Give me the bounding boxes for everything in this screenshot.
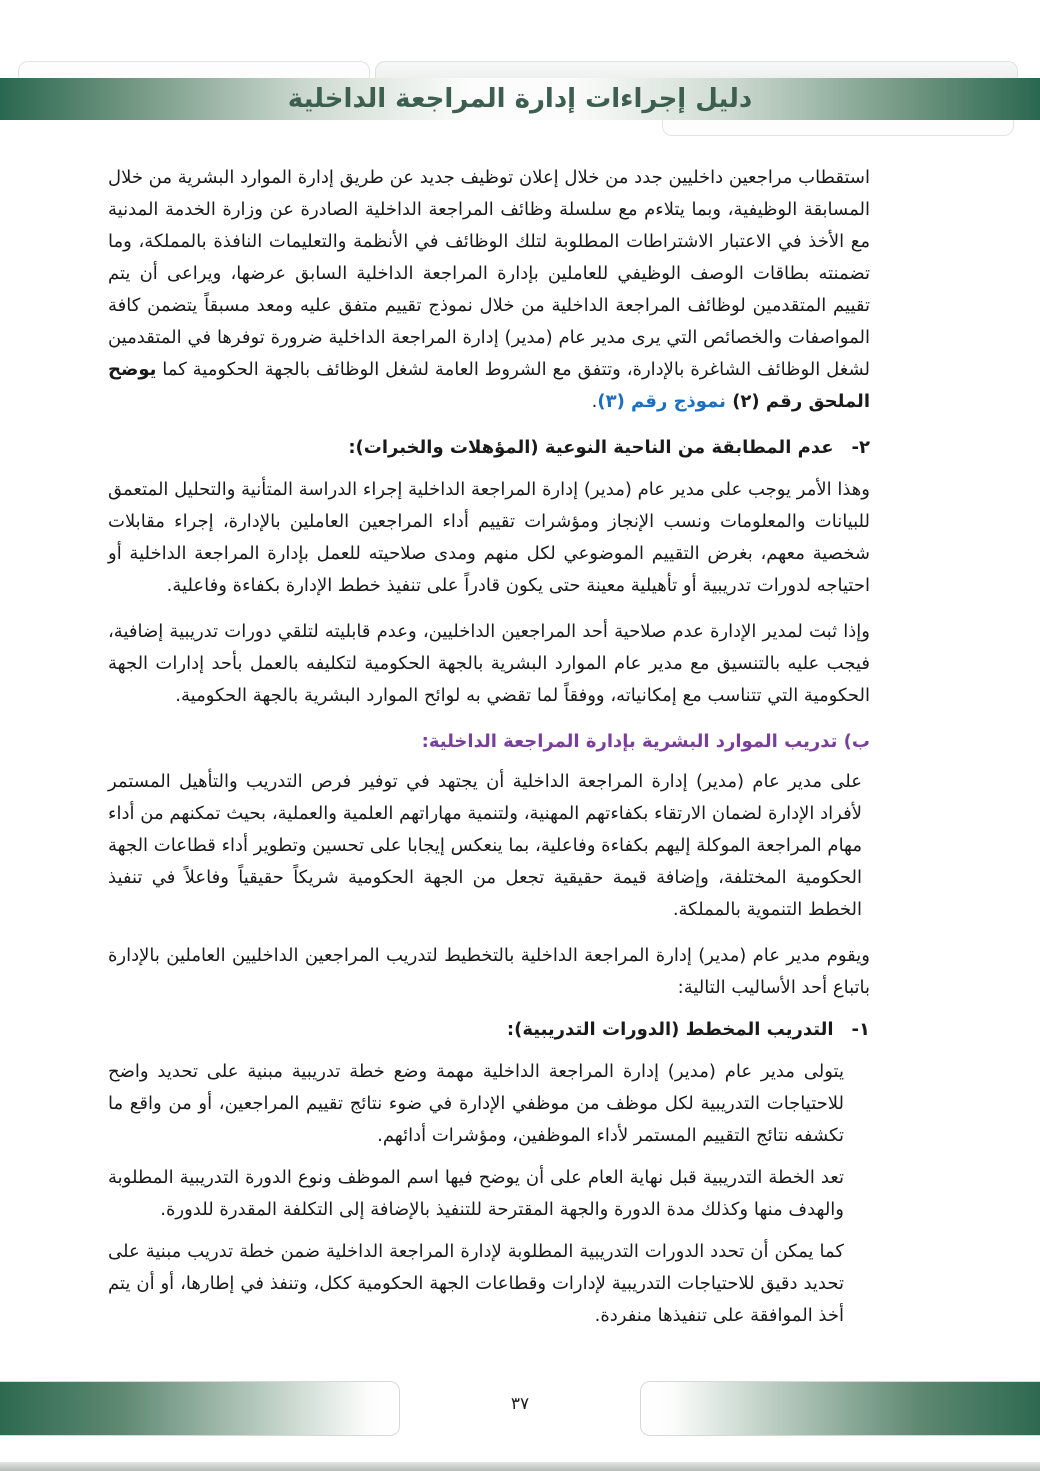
header-decorative-tab-left — [18, 61, 370, 79]
paragraph-unfit-auditor: وإذا ثبت لمدير الإدارة عدم صلاحية أحد المراجعين الداخليين، وعدم قابليته لتلقي دورات تدريبية إضافية، فيجب عليه بالتنسيق مع مدير عام الموارد البشرية بالجهة الحكومية لتكليفه بالعمل بأحد إدارات الجهة الحكومية التي تتناسب مع إمكانياته، ووفقاً لما تقضي به لوائح الموارد البشرية بالجهة الحكومية. — [108, 621, 870, 706]
document-title: دليل إجراءات إدارة المراجعة الداخلية — [287, 84, 753, 114]
paragraph-training-commitment: على مدير عام (مدير) إدارة المراجعة الداخلية أن يجتهد في توفير فرص التدريب والتأهيل المستمر لأفراد الإدارة لضمان الارتقاء بكفاءتهم المهنية، ولتنمية مهاراتهم العلمية والعملية، بحيث تمكنهم من أداء مهام المراجعة الموكلة إليهم بكفاءة وفاعلية، بما ينعكس إيجابا على تحسين وتطوير أداء قطاعات الجهة الحكومية المختلفة، وإضافة قيمة حقيقية تجعل من الجهة الحكومية شريكاً حقيقياً وفاعلاً في تنفيذ الخطط التنموية بالمملكة. — [108, 771, 862, 920]
header-decorative-tab-right — [375, 61, 1018, 79]
page-number: ٣٧ — [510, 1394, 530, 1414]
paragraph-training-planning-intro: ويقوم مدير عام (مدير) إدارة المراجعة الداخلية بالتخطيط لتدريب المراجعين الداخليين العاملين بالإدارة باتباع أحد الأساليب التالية: — [108, 945, 870, 998]
heading-1-label: التدريب المخطط (الدورات التدريبية): — [506, 1019, 834, 1040]
paragraph-recruitment-text: استقطاب مراجعين داخليين جدد من خلال إعلان توظيف جديد عن طريق إدارة الموارد البشرية من خلال المسابقة الوظيفية، وبما يتلاءم مع سلسلة وظائف المراجعة الداخلية الصادرة عن وزارة الخدمة المدنية مع الأخذ في الاعتبار الاشتراطات المطلوبة لتلك الوظائف في الأنظمة والتعليمات النافذة بالمملكة، وما تضمنته بطاقات الوصف الوظيفي للعاملين بإدارة المراجعة الداخلية السابق عرضها، ويراعى أن يتم تقييم المتقدمين لوظائف المراجعة الداخلية من خلال نموذج تقييم متفق عليه ومعد مسبقاً يتضمن كافة المواصفات والخصائص التي يرى مدير عام (مدير) إدارة المراجعة الداخلية ضرورة توفرها في المتقدمين لشغل الوظائف الشاغرة بالإدارة، وتتفق مع الشروط العامة لشغل الوظائف بالجهة الحكومية كما — [108, 167, 870, 380]
heading-1-planned-training — [108, 1014, 870, 1046]
annex-2-reference: يوضح الملحق رقم (٢) — [108, 359, 870, 412]
heading-2-label: عدم المطابقة من الناحية النوعية (المؤهلات والخبرات): — [348, 437, 834, 458]
header-decorative-tab-bottom — [662, 120, 1014, 136]
page-bottom-edge — [0, 1462, 1040, 1471]
form-3-reference: نموذج رقم (٣) — [597, 391, 726, 412]
paragraph-evaluation-duty: وهذا الأمر يوجب على مدير عام (مدير) إدارة المراجعة الداخلية إجراء الدراسة المتأنية والتحليل المتعمق للبيانات والمعلومات ونسب الإنجاز ومؤشرات تقييم أداء المراجعين العاملين بالإدارة، إجراء مقابلات شخصية معهم، بغرض التقييم الموضوعي لكل منهم ومدى صلاحيته للعمل بإدارة المراجعة الداخلية أو احتياجه لدورات تدريبية أو تأهيلية معينة حتى يكون قادراً على تنفيذ خطط الإدارة بكفاءة وفاعلية. — [108, 479, 870, 596]
header-band — [0, 78, 1040, 120]
heading-b-hr-training: ب) تدريب الموارد البشرية بإدارة المراجعة الداخلية: — [421, 731, 870, 752]
paragraph-plan-contents: تعد الخطة التدريبية قبل نهاية العام على أن يوضح فيها اسم الموظف ونوع الدورة التدريبية المطلوبة والهدف منها وكذلك مدة الدورة والجهة المقترحة للتنفيذ بالإضافة إلى التكلفة المقدرة للدورة. — [108, 1167, 844, 1220]
page-body — [108, 162, 870, 1342]
heading-2-qualitative-mismatch — [108, 432, 870, 464]
paragraph-recruitment — [108, 162, 870, 418]
heading-2-number: ٢- — [851, 437, 870, 458]
paragraph-courses-within-plan: كما يمكن أن تحدد الدورات التدريبية المطلوبة لإدارة المراجعة الداخلية ضمن خطة تدريب مبنية على تحديد دقيق للاحتياجات التدريبية لإدارات وقطاعات الجهة الحكومية ككل، وتنفذ في إطارها، أو أن يتم أخذ الموافقة على تنفيذها منفردة. — [108, 1241, 844, 1326]
sentence-period: . — [591, 391, 598, 412]
heading-1-number: ١- — [851, 1019, 870, 1040]
paragraph-training-plan-preparation: يتولى مدير عام (مدير) إدارة المراجعة الداخلية مهمة وضع خطة تدريبية مبنية على تحديد واضح للاحتياجات التدريبية لكل موظف من موظفي الإدارة في ضوء نتائج تقييم المراجعين، أو من واقع ما تكشفه نتائج التقييم المستمر لأداء الموظفين، ومؤشرات أدائهم. — [108, 1061, 844, 1146]
